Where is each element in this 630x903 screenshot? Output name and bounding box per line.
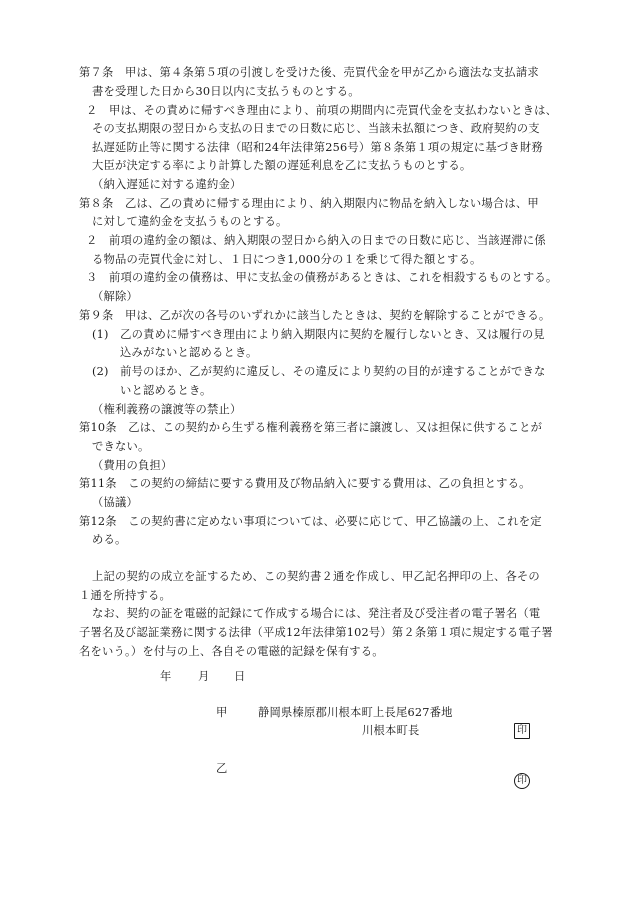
date-month: 月 bbox=[198, 670, 210, 683]
party-b-label: 乙 bbox=[216, 762, 228, 775]
article-8-para-3: ３ 前項の違約金の債務は、甲に支払金の債務があるときは、これを相殺するものとする。 bbox=[86, 271, 558, 284]
party-a-address: 静岡県榛原郡川根本町上長尾627番地 bbox=[258, 706, 453, 719]
article-8-para-2: ２ 前項の違約金の額は、納入期限の翌日から納入の日までの日数に応じ、当該遅滞に係 bbox=[86, 234, 546, 247]
article-7: 第７条 甲は、第４条第５項の引渡しを受けた後、売買代金を甲が乙から適法な支払請求 bbox=[79, 66, 539, 79]
party-a-seal: 印 bbox=[514, 723, 530, 739]
closing-paragraph-1-cont: １通を所持する。 bbox=[79, 589, 171, 602]
heading-costs: （費用の負担） bbox=[92, 459, 173, 472]
article-10-cont: できない。 bbox=[92, 440, 150, 453]
date-year: 年 bbox=[160, 670, 172, 683]
party-a-label: 甲 bbox=[216, 706, 228, 719]
heading-late-delivery: （納入遅延に対する違約金） bbox=[92, 178, 242, 191]
closing-paragraph-2-cont-2: 名をいう。）を付与の上、各自その電磁的記録を保有する。 bbox=[79, 645, 384, 658]
article-7-para-2-cont-1: その支払期限の翌日から支払の日までの日数に応じ、当該未払額につき、政府契約の支 bbox=[92, 122, 540, 135]
article-12: 第12条 この契約書に定めない事項については、必要に応じて、甲乙協議の上、これを定 bbox=[79, 515, 542, 528]
article-9-item-2: (2) 前号のほか、乙が契約に違反し、その違反により契約の目的が達することができな bbox=[92, 365, 546, 378]
party-a-title: 川根本町長 bbox=[362, 724, 420, 737]
article-11: 第11条 この契約の締結に要する費用及び物品納入に要する費用は、乙の負担とする。 bbox=[79, 477, 531, 490]
date-day: 日 bbox=[234, 670, 246, 683]
article-8-para-2-cont: る物品の売買代金に対し、１日につき1,000分の１を乗じて得た額とする。 bbox=[92, 253, 482, 266]
article-8: 第８条 乙は、乙の責めに帰する理由により、納入期限内に物品を納入しない場合は、甲 bbox=[79, 197, 539, 210]
closing-paragraph-2-cont-1: 子署名及び認証業務に関する法律（平成12年法律第102号）第２条第１項に規定する電子署 bbox=[79, 626, 553, 639]
article-9-item-1-cont: 込みがないと認めるとき。 bbox=[120, 346, 258, 359]
closing-paragraph-1: 上記の契約の成立を証するため、この契約書２通を作成し、甲乙記名押印の上、各その bbox=[92, 570, 540, 583]
article-9-item-1: (1) 乙の責めに帰すべき理由により納入期限内に契約を履行しないとき、又は履行の見 bbox=[92, 328, 545, 341]
article-7-para-2-cont-3: 大臣が決定する率により計算した額の遅延利息を乙に支払うものとする。 bbox=[92, 159, 472, 172]
article-9-item-2-cont: いと認めるとき。 bbox=[120, 384, 212, 397]
article-7-para-2-cont-2: 払遅延防止等に関する法律（昭和24年法律第256号）第８条第１項の規定に基づき財務 bbox=[92, 141, 543, 154]
party-b-seal: 印 bbox=[514, 773, 530, 789]
article-8-cont: に対して違約金を支払うものとする。 bbox=[92, 215, 288, 228]
article-12-cont: める。 bbox=[92, 533, 127, 546]
closing-paragraph-2: なお、契約の証を電磁的記録にて作成する場合には、発注者及び受注者の電子署名（電 bbox=[92, 607, 541, 620]
article-7-para-2: ２ 甲は、その責めに帰すべき理由により、前項の期間内に売買代金を支払わないときは、 bbox=[86, 104, 558, 117]
article-9: 第９条 甲は、乙が次の各号のいずれかに該当したときは、契約を解除することができる。 bbox=[79, 309, 551, 322]
heading-termination: （解除） bbox=[92, 290, 138, 303]
article-10: 第10条 乙は、この契約から生ずる権利義務を第三者に譲渡し、又は担保に供することが bbox=[79, 421, 543, 434]
heading-assignment: （権利義務の譲渡等の禁止） bbox=[92, 403, 242, 416]
heading-consultation: （協議） bbox=[92, 496, 138, 509]
article-7-cont: 書を受理した日から30日以内に支払うものとする。 bbox=[92, 85, 360, 98]
